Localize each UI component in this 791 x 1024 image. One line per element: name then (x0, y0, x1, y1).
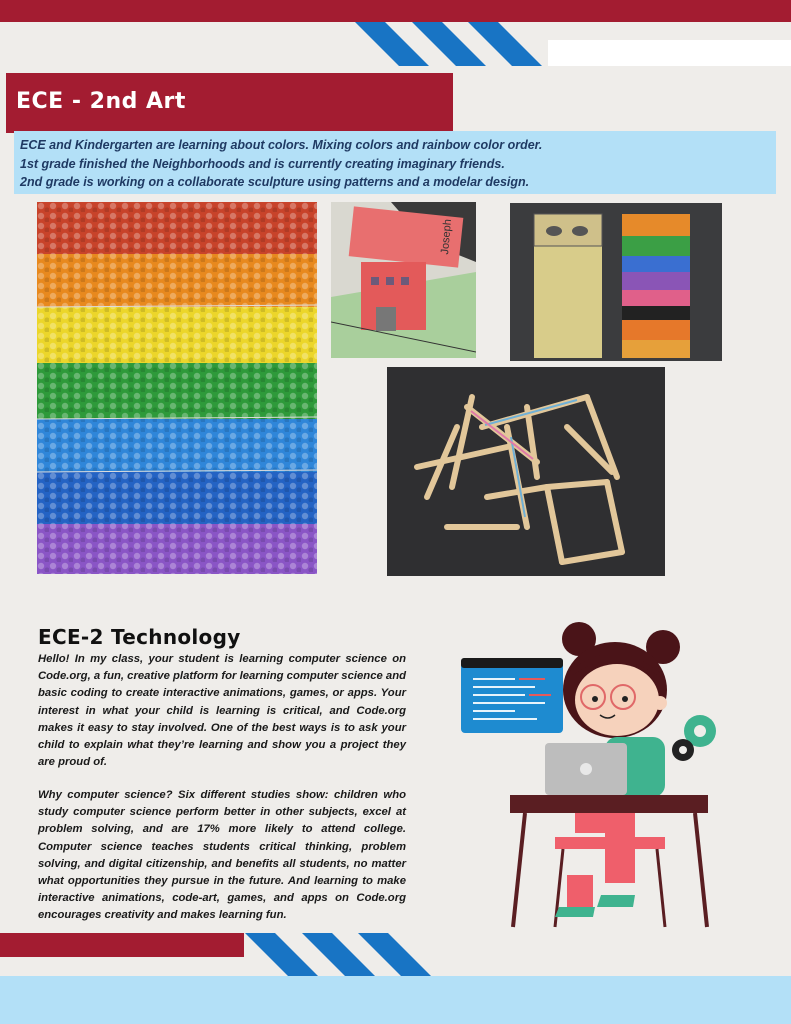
bottom-light-blue-bar (0, 976, 791, 1024)
rainbow-painting-photo (37, 202, 317, 574)
bottom-red-bar (0, 933, 244, 957)
art-info-line-2: 1st grade finished the Neighborhoods and is currently creating imaginary friends. (20, 156, 505, 171)
top-white-bar (548, 40, 791, 66)
paper-house-photo (331, 202, 476, 358)
girl-coding-illustration (455, 615, 735, 935)
tech-paragraph-1: Hello! In my class, your student is learning computer science on Code.org, a fun, creative platform for learning computer science and basic coding to create interactive animations, games, or apps. Your interest in what your child is learning is critical, and Code.org makes it easy to stay involved. One of the best ways is to ask your child to explain what they’re learning and show you a project they are proud of. (38, 653, 406, 769)
top-stripes (350, 22, 550, 66)
art-info-line-3: 2nd grade is working on a collaborate sculpture using patterns and a modelar design. (20, 175, 530, 189)
tech-paragraph-2: Why computer science? Six different studies show: children who study computer science perform better in other subjects, excel at problem solving, and are 17% more likely to attend college. Computer science teaches students critical thinking, problem solving, and digital citizenship, and benefits all students, no matter what opportunities they pursue in the future. And learning to make interactive animations, code-art, games, and apps on Code.org encourages creativity and makes learning fun. (38, 789, 406, 922)
art-banner (6, 73, 453, 133)
art-info-line-1: ECE and Kindergarten are learning about colors. Mixing colors and rainbow color order. (20, 138, 543, 152)
house-name-label: Joseph (439, 218, 455, 256)
bottom-stripes (240, 933, 440, 976)
top-red-bar (0, 0, 791, 22)
imaginary-friends-photo (510, 203, 722, 361)
art-title: ECE - 2nd Art (16, 89, 186, 114)
tech-title: ECE-2 Technology (38, 625, 241, 649)
popsicle-sculpture-photo (387, 367, 665, 576)
art-info-box (14, 131, 776, 194)
